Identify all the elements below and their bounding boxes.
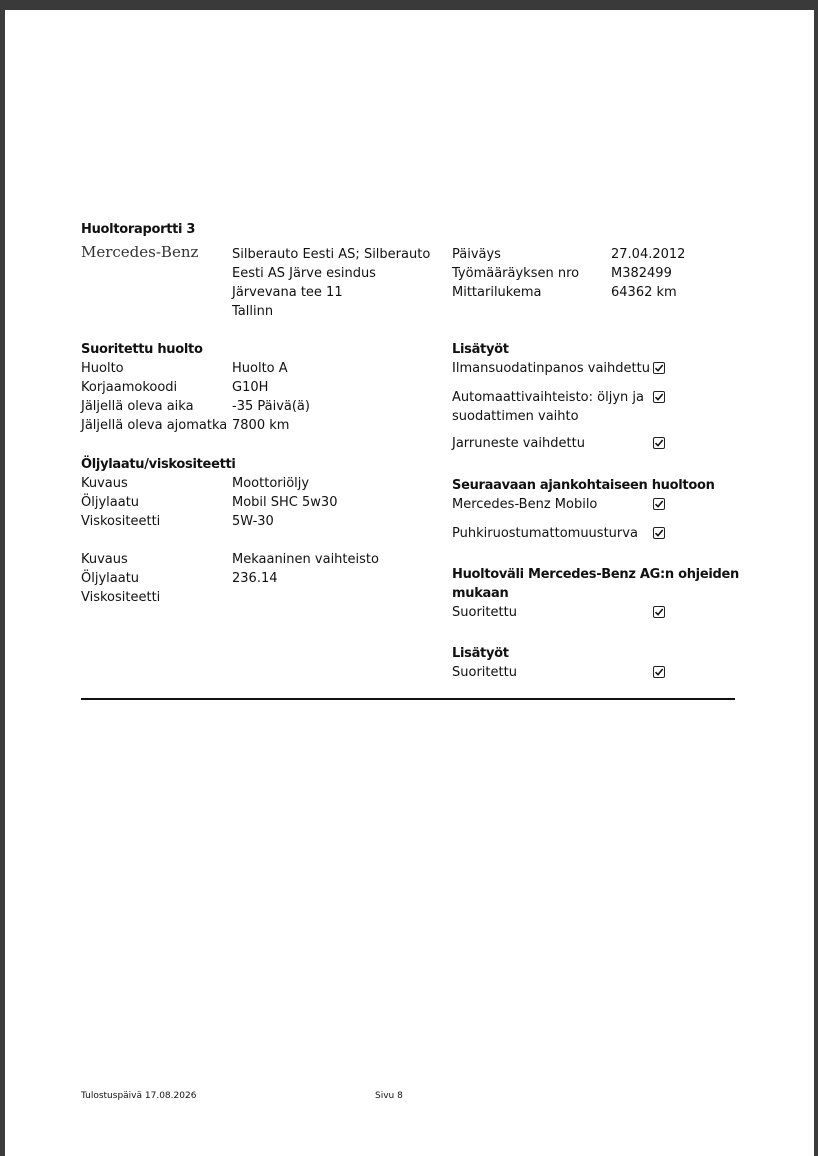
oil-value: 5W-30 [232, 514, 274, 529]
checkbox-checked-icon[interactable] [653, 362, 665, 374]
dealer-line-2: Eesti AS Järve esindus [232, 266, 376, 281]
oil-label: Viskositeetti [81, 590, 161, 605]
meta-label-odometer: Mittarilukema [452, 285, 542, 300]
document-page [5, 10, 814, 1156]
extra-work-item-label: Automaattivaihteisto: öljyn ja [452, 390, 644, 405]
dealer-line-1: Silberauto Eesti AS; Silberauto [232, 247, 431, 262]
checkbox-checked-icon[interactable] [653, 391, 665, 403]
brand-logo-text: Mercedes-Benz [81, 243, 199, 261]
oil-label: Öljylaatu [81, 495, 140, 510]
next-service-item-label: Mercedes-Benz Mobilo [452, 497, 598, 512]
oil-value: Moottoriöljy [232, 476, 310, 491]
next-service-heading: Seuraavaan ajankohtaiseen huoltoon [452, 478, 715, 493]
checkbox-checked-icon[interactable] [653, 666, 665, 678]
oil-value: 236.14 [232, 571, 278, 586]
oil-label: Kuvaus [81, 476, 128, 491]
extra-work-heading: Lisätyöt [452, 342, 509, 357]
oil-label: Kuvaus [81, 552, 128, 567]
oil-label: Öljylaatu [81, 571, 140, 586]
service-value: Huolto A [232, 361, 288, 376]
interval-heading: Huoltoväli Mercedes-Benz AG:n ohjeiden [452, 567, 739, 582]
checkbox-checked-icon[interactable] [653, 606, 665, 618]
checkbox-checked-icon[interactable] [653, 527, 665, 539]
extra-work-item-label: Ilmansuodatinpanos vaihdettu [452, 361, 650, 376]
checkbox-checked-icon[interactable] [653, 437, 665, 449]
checkbox-checked-icon[interactable] [653, 498, 665, 510]
service-label: Huolto [81, 361, 124, 376]
viewer-top-bar [0, 0, 818, 10]
meta-value-order: M382499 [611, 266, 672, 281]
meta-label-order: Työmääräyksen nro [452, 266, 580, 281]
interval-item-label: Suoritettu [452, 605, 517, 620]
interval-heading: mukaan [452, 586, 509, 601]
service-label: Korjaamokoodi [81, 380, 178, 395]
section-divider [81, 698, 735, 700]
extra-work2-item-label: Suoritettu [452, 665, 517, 680]
service-heading: Suoritettu huolto [81, 342, 203, 357]
meta-value-odometer: 64362 km [611, 285, 677, 300]
oil-label: Viskositeetti [81, 514, 161, 529]
dealer-line-4: Tallinn [232, 304, 274, 319]
oil-value: Mekaaninen vaihteisto [232, 552, 379, 567]
meta-label-date: Päiväys [452, 247, 501, 262]
oil-heading: Öljylaatu/viskositeetti [81, 457, 236, 472]
report-title: Huoltoraportti 3 [81, 222, 196, 237]
extra-work2-heading: Lisätyöt [452, 646, 509, 661]
service-label: Jäljellä oleva ajomatka [81, 418, 228, 433]
dealer-line-3: Järvevana tee 11 [232, 285, 343, 300]
service-label: Jäljellä oleva aika [81, 399, 194, 414]
service-value: 7800 km [232, 418, 290, 433]
footer-page-number: Sivu 8 [375, 1091, 403, 1101]
service-value: G10H [232, 380, 269, 395]
service-value: -35 Päivä(ä) [232, 399, 310, 414]
oil-value: Mobil SHC 5w30 [232, 495, 338, 510]
extra-work-item-label: suodattimen vaihto [452, 409, 579, 424]
meta-value-date: 27.04.2012 [611, 247, 686, 262]
extra-work-item-label: Jarruneste vaihdettu [452, 436, 585, 451]
next-service-item-label: Puhkiruostumattomuusturva [452, 526, 638, 541]
footer-print-date: Tulostuspäivä 17.08.2026 [81, 1091, 197, 1101]
